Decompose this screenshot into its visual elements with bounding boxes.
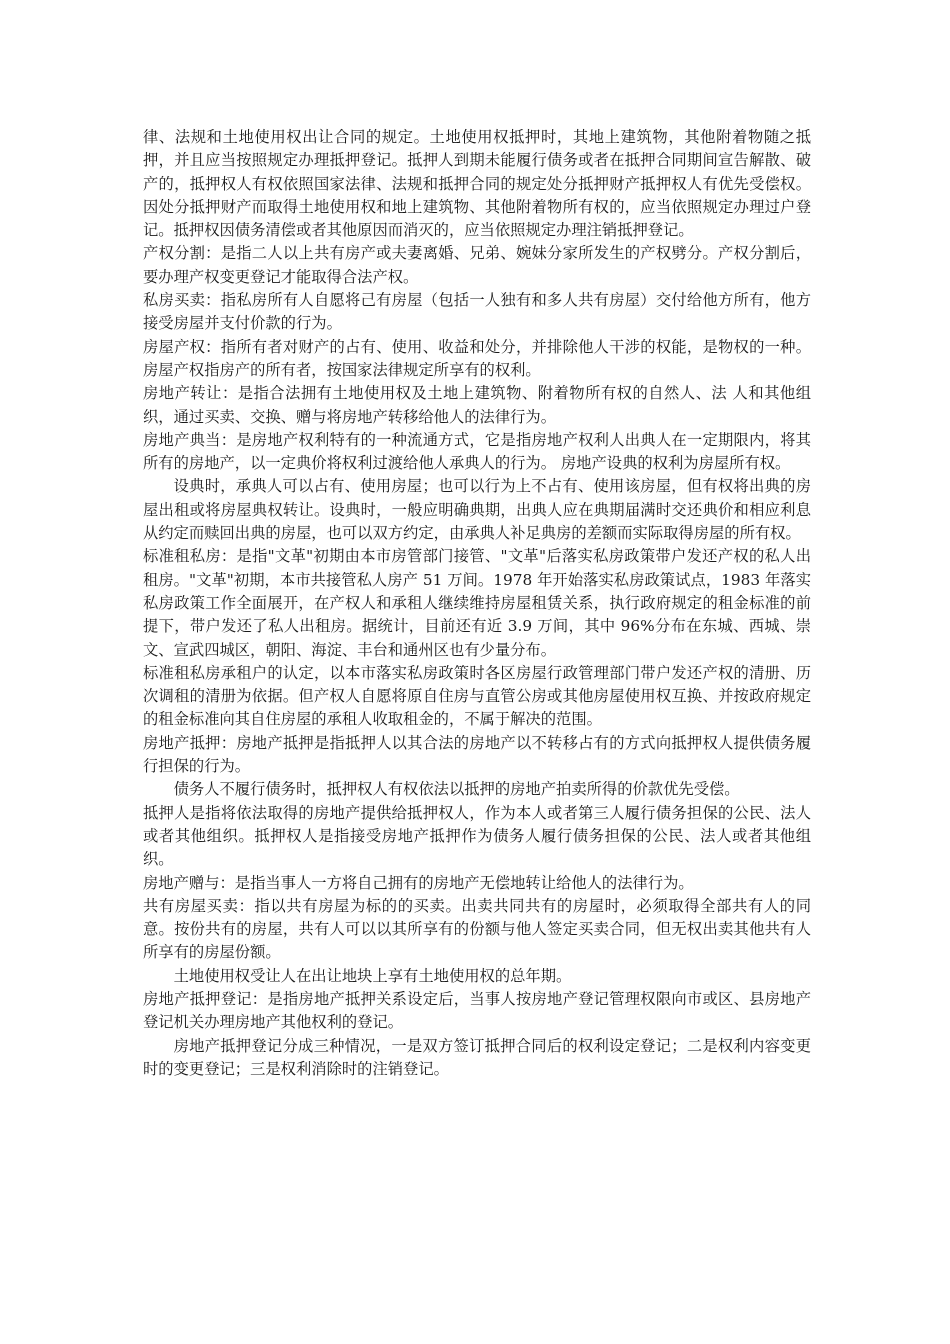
- paragraph-land-use-term: 土地使用权受让人在出让地块上享有土地使用权的总年期。: [173, 966, 572, 985]
- paragraph-mortgagor-definition: 抵押人是指将依法取得的房地产提供给抵押权人，作为本人或者第三人履行债务担保的公民、法人或者其他组织。抵押权人是指接受房地产抵押作为债务人履行债务担保的公民、法人或者其他组织。: [143, 803, 811, 869]
- paragraph-standard-rent-tenant: 标准租私房承租户的认定，以本市落实私房政策时各区房屋行政管理部门带户发还产权的清册、历次调租的清册为依据。但产权人自愿将原自住房与直管公房或其他房屋使用权互换、并按政府规定的租金标准向其自住房屋的承租人收取租金的，不属于解决的范围。: [143, 663, 811, 729]
- paragraph-mortgage-registration: 房地产抵押登记：是指房地产抵押关系设定后，当事人按房地产登记管理权限向市或区、县房地产登记机关办理房地产其他权利的登记。: [143, 989, 811, 1032]
- paragraph-registration-types: 房地产抵押登记分成三种情况，一是双方签订抵押合同后的权利设定登记；二是权利内容变更时的变更登记；三是权利消除时的注销登记。: [143, 1036, 811, 1078]
- paragraph-real-estate-mortgage: 房地产抵押：房地产抵押是指抵押人以其合法的房地产以不转移占有的方式向抵押权人提供债务履行担保的行为。: [143, 733, 811, 776]
- paragraph-property-division: 产权分割：是指二人以上共有房产或夫妻离婚、兄弟、婉妹分家所发生的产权劈分。产权分割后，要办理产权变更登记才能取得合法产权。: [143, 244, 811, 286]
- paragraph-debt-default: 债务人不履行债务时，抵押权人有权依法以抵押的房地产拍卖所得的价款优先受偿。: [173, 780, 740, 799]
- paragraph-house-ownership: 房屋产权：指所有者对财产的占有、使用、收益和处分，并排除他人干涉的权能，是物权的一种。房屋产权指房产的所有者，按国家法律规定所享有的权利。: [143, 337, 811, 379]
- paragraph-private-house-sale: 私房买卖：指私房所有人自愿将己有房屋（包括一人独有和多人共有房屋）交付给他方所有，他方接受房屋并支付价款的行为。: [143, 291, 811, 333]
- document-page: [143, 126, 811, 1081]
- paragraph-real-estate-transfer: 房地产转让：是指合法拥有土地使用权及土地上建筑物、附着物所有权的自然人、法 人和其他组织，通过买卖、交换、赠与将房地产转移给他人的法律行为。: [143, 384, 811, 426]
- paragraph-mortgage-rules: 律、法规和土地使用权出让合同的规定。土地使用权抵押时，其地上建筑物，其他附着物随之抵押，并且应当按照规定办理抵押登记。抵押人到期未能履行债务或者在抵押合同期间宣告解散、破产的，抵押权人有权依照国家法律、法规和抵押合同的规定处分抵押财产抵押权人有优先受偿权。因处分抵押财产而取得土地使用权和地上建筑物、其他附着物所有权的，应当依照规定办理过户登记。抵押权因债务清偿或者其他原因而消灭的，应当依照规定办理注销抵押登记。: [143, 128, 811, 240]
- paragraph-pawn-details: 设典时，承典人可以占有、使用房屋；也可以行为上不占有、使用该房屋，但有权将出典的房屋出租或将房屋典权转让。设典时，一般应明确典期，出典人应在典期届满时交还典价和相应利息从约定而赎回出典的房屋，也可以双方约定，由承典人补足典房的差额而实际取得房屋的所有权。: [143, 477, 811, 543]
- paragraph-standard-rent-private: 标准租私房：是指"文革"初期由本市房管部门接管、"文革"后落实私房政策带户发还产权的私人出租房。"文革"初期，本市共接管私人房产 51 万间。1978 年开始落实私房政策试点，1983 年落实私房政策工作全面展开，在产权人和承租人继续维持房屋租赁关系，执行政府规定的租金标准的前提下，带户发还了私人出租房。据统计，目前还有近 3.9 万间，其中 96%分布在东城、西城、崇文、宣武四城区，朝阳、海淀、丰台和通州区也有少量分布。: [143, 547, 811, 659]
- paragraph-real-estate-gift: 房地产赠与：是指当事人一方将自己拥有的房地产无偿地转让给他人的法律行为。: [143, 873, 694, 892]
- paragraph-real-estate-pawn: 房地产典当：是房地产权利特有的一种流通方式，它是指房地产权利人出典人在一定期限内，将其所有的房地产，以一定典价将权利过渡给他人承典人的行为。 房地产设典的权利为房屋所有权。: [143, 430, 811, 473]
- paragraph-co-owned-sale: 共有房屋买卖：指以共有房屋为标的的买卖。出卖共同共有的房屋时，必须取得全部共有人的同意。按份共有的房屋，共有人可以以其所享有的份额与他人签定买卖合同，但无权出卖其他共有人所享有的房屋份额。: [143, 896, 811, 962]
